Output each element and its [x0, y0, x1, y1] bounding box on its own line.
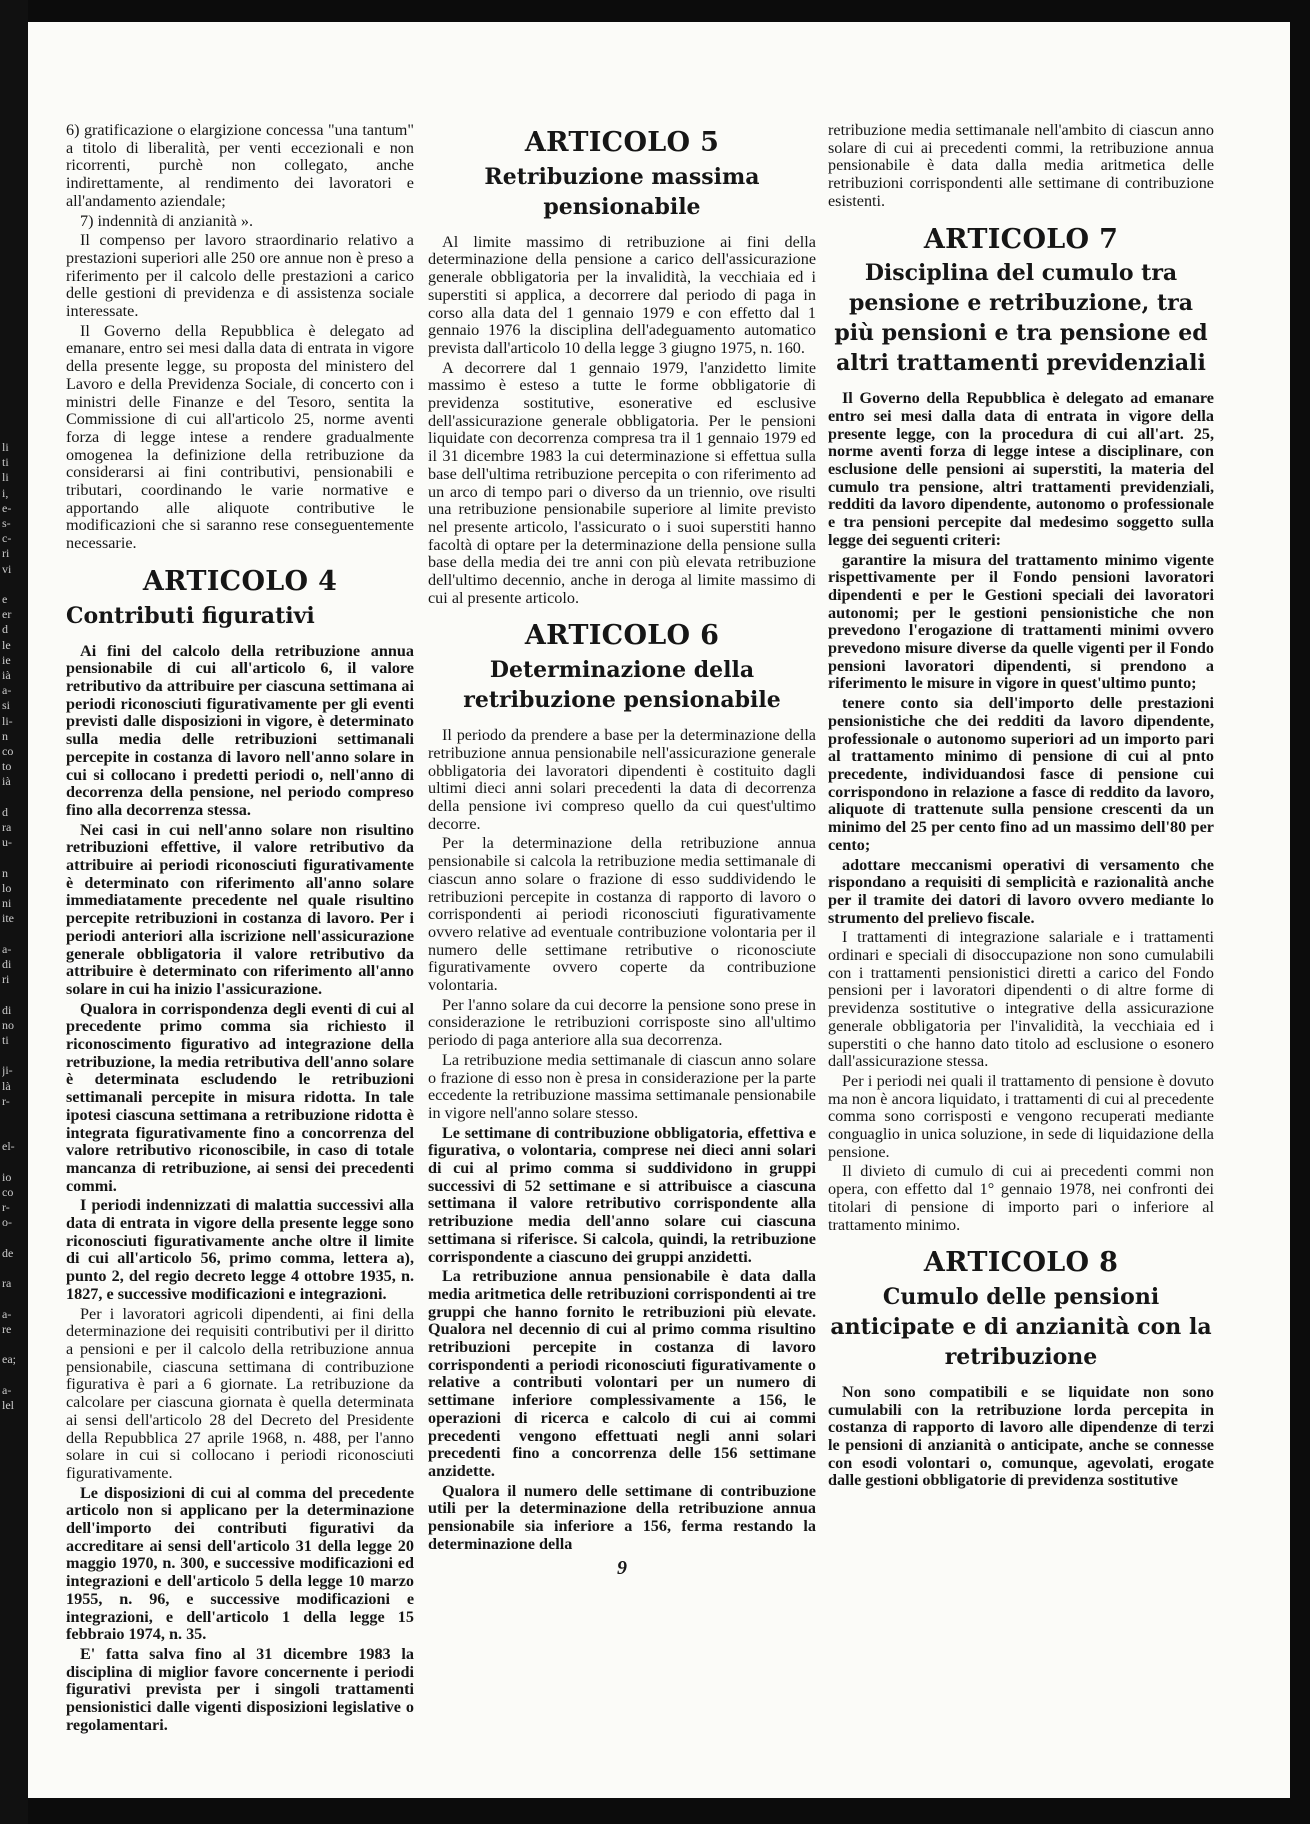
- page-number: 9: [617, 1556, 627, 1579]
- paragraph: Al limite massimo di retribuzione ai fini della determinazione della pensione a carico dell'assicurazione generale obbligatoria per la invalidità, la vecchiaia ed i superstiti si applica, a decorrere dal periodo di paga in corso alla data del 1 gennaio 1979 e con effetto dal 1 gennaio 1976 la disciplina dell'adeguamento automatico prevista dall'articolo 10 della legge 3 giugno 1975, n. 160.: [428, 232, 816, 357]
- paragraph: Il compenso per lavoro straordinario relativo a prestazioni superiori alle 250 ore annue non è preso a riferimento per il calcolo delle prestazioni a carico delle gestioni di previdenza e di assistenza sociale interessate.: [66, 231, 414, 321]
- paragraph: retribuzione media settimanale nell'ambito di ciascun anno solare di cui ai precedenti commi, la retribuzione annua pensionabile è data dalla media aritmetica delle retribuzioni corrispondenti alle settimane di contribuzione esistenti.: [828, 121, 1214, 210]
- article-8-heading: ARTICOLO 8: [923, 1247, 1119, 1279]
- paragraph: Il divieto di cumulo di cui ai precedenti commi non opera, con effetto dal 1° gennaio 1978, nei confronti dei titolari di pensione di importo pari o inferiore al trattamento minimo.: [828, 1162, 1214, 1234]
- column-right: [828, 122, 1214, 1492]
- paragraph: 7) indennità di anzianità ».: [80, 211, 254, 230]
- paragraph: Le settimane di contribuzione obbligatoria, effettiva e figurativa, o volontaria, comprese nei dieci anni solari di cui al primo comma si suddividono in gruppi successivi di 52 settimane e si attribuisce a ciascuna settimana il valore retributivo corrispondente alla retribuzione media dell'anno solare cui ciascuna settimana si riferisce. Si calcola, quindi, la retribuzione corrispondente a ciascuno dei gruppi anzidetti.: [428, 1123, 816, 1266]
- paragraph: La retribuzione annua pensionabile è data dalla media aritmetica delle retribuzioni corrispondenti ai tre gruppi che hanno fornito le retribuzioni più elevate. Qualora nel decennio di cui al primo comma risultino retribuzioni percepite in costanza di lavoro corrispondenti a periodi riconosciuti figurativamente o relative a contributi volontari per un numero di settimane inferiore complessivamente a 156, le operazioni di ricerca e calcolo di cui ai commi precedenti vengono effettuati negli anni solari precedenti fino a concorrenza delle 156 settimane anzidette.: [428, 1267, 816, 1480]
- article-4-subtitle: Contributi figurativi: [66, 602, 315, 629]
- paragraph: E' fatta salva fino al 31 dicembre 1983 la disciplina di miglior favore concernente i periodi figurativi prevista per i singoli trattamenti pensionistici dalle vigenti disposizioni legislative o regolamentari.: [66, 1644, 414, 1734]
- page-sheet: [28, 22, 1290, 1798]
- article-6-subtitle: Determinazione della retribuzione pensionabile: [463, 657, 781, 714]
- paragraph: La retribuzione media settimanale di ciascun anno solare o frazione di esso non è presa in considerazione per la parte eccedente la retribuzione massima settimanale pensionabile in vigore nell'anno solare stesso.: [428, 1050, 816, 1122]
- article-5-subtitle: Retribuzione massima pensionabile: [484, 163, 760, 220]
- article-7-subtitle: Disciplina del cumulo tra pensione e retribuzione, tra più pensioni e tra pensione ed altri trattamenti previdenziali: [834, 260, 1208, 377]
- facing-page-fragments: li ti li i, e- s- c- ri vi e er d le ie ià a- si li- n co to ià d ra u- n lo ni ite a- di ri di no ti ji- là r- el- io co r- o- de ra a- re ea; a- lel: [2, 440, 16, 1412]
- column-left: [66, 122, 414, 1736]
- paragraph: Il Governo della Repubblica è delegato ad emanare, entro sei mesi dalla data di entrata in vigore della presente legge, su proposta del ministero del Lavoro e della Previdenza Sociale, di concerto con i ministri delle Finanze e del Tesoro, sentita la Commissione di cui all'articolo 25, norme aventi forza di legge intese a rendere gradualmente omogenea la definizione della retribuzione da considerarsi ai fini contributivi, pensionabili e tributari, coordinando le varie normative e apportando alle aliquote contributive le modificazioni che si saranno rese conseguentemente necessarie.: [66, 321, 414, 553]
- article-5-heading: ARTICOLO 5: [524, 127, 720, 158]
- article-6-heading: ARTICOLO 6: [524, 620, 720, 652]
- paragraph: Il Governo della Repubblica è delegato ad emanare entro sei mesi dalla data di entrata in vigore della presente legge, con la procedura di cui all'art. 25, norme aventi forza di legge intese a disciplinare, con esclusione delle pensioni ai superstiti, la materia del cumulo tra pensione, altri trattamenti previdenziali, redditi da lavoro dipendente, autonomo o professionale e tra pensioni percepite dal medesimo soggetto sulla legge dei seguenti criteri:: [828, 389, 1214, 549]
- paragraph: Non sono compatibili e se liquidate non sono cumulabili con la retribuzione lorda percepita in costanza di rapporto di lavoro alle dipendenze di terzi le pensioni di anzianità o anticipate, anche se connesse con esodi volontari o, comunque, agevolati, erogate dalle gestioni obbligatorie di previdenza sostitutive: [828, 1382, 1214, 1490]
- paragraph: Qualora in corrispondenza degli eventi di cui al precedente primo comma sia richiesto il riconoscimento figurativo ad integrazione della retribuzione, la media retributiva dell'anno solare è determinata escludendo le retribuzioni settimanali percepite in misura ridotta. In tale ipotesi ciascuna settimana a retribuzione ridotta è integrata figurativamente fino a concorrenza del valore retributivo riconoscibile, in caso di totale mancanza di retribuzione, ai sensi dei precedenti commi.: [66, 999, 414, 1195]
- paragraph: garantire la misura del trattamento minimo vigente rispettivamente per il Fondo pensioni lavoratori dipendenti e per le Gestioni speciali dei lavoratori autonomi; per le gestioni pensionistiche che non prevedono l'erogazione di trattamenti minimi ovvero prevedono misure diverse da quelle vigenti per il Fondo pensioni lavoratori dipendenti, si prendono a riferimento le misure in vigore in quest'ultimo punto;: [828, 550, 1214, 693]
- paragraph: Per l'anno solare da cui decorre la pensione sono prese in considerazione le retribuzioni corrisposte sino all'ultimo periodo di paga anteriore alla sua decorrenza.: [428, 995, 816, 1050]
- paragraph: I trattamenti di integrazione salariale e i trattamenti ordinari e speciali di disoccupazione non sono cumulabili con i trattamenti pensionistici diretti a carico del Fondo pensioni per i lavoratori dipendenti o di altre forme di previdenza sostitutive o integrative della assicurazione generale obbligatoria per l'invalidità, la vecchiaia ed i superstiti o che hanno dato titolo ad esclusione o esonero dall'assicurazione stessa.: [828, 928, 1214, 1071]
- paragraph: Nei casi in cui nell'anno solare non risultino retribuzioni effettive, il valore retributivo da attribuire ai periodi riconosciuti figurativamente è determinato con riferimento all'anno solare immediatamente precedente nel quale risultino percepite retribuzioni in costanza di lavoro. Per i periodi anteriori alla iscrizione nell'assicurazione generale obbligatoria il valore retributivo da attribuire è determinato con riferimento all'anno solare in cui ha inizio l'assicurazione.: [66, 820, 414, 998]
- paragraph: Ai fini del calcolo della retribuzione annua pensionabile di cui all'articolo 6, il valore retributivo da attribuire per ciascuna settimana ai periodi riconosciuti figurativamente per gli eventi previsti dalle disposizioni in vigore, è determinato sulla media delle retribuzioni settimanali percepite in costanza di lavoro nell'anno solare in cui si collocano i predetti periodi o, nell'anno di decorrenza della pensione, nel periodo compreso fino alla decorrenza stessa.: [66, 641, 414, 819]
- paragraph: 6) gratificazione o elargizione concessa "una tantum" a titolo di liberalità, per venti eccezionali e non ricorrenti, purchè non collegato, anche indirettamente, al rendimento dei lavoratori e all'andamento aziendale;: [66, 121, 414, 210]
- paragraph: Il periodo da prendere a base per la determinazione della retribuzione annua pensionabile nell'assicurazione generale obbligatoria dei lavoratori dipendenti è costituito dagli ultimi dieci anni solari precedenti la data di decorrenza della pensione ivi compreso quello da cui quest'ultimo decorre.: [428, 726, 816, 833]
- paragraph: tenere conto sia dell'importo delle prestazioni pensionistiche che dei redditi da lavoro dipendente, professionale o autonomo superiori ad un importo pari al trattamento minimo di pensione di cui al pnto precedente, individuandosi fasce di pensione cui corrispondono in relazione a fasce di reddito da lavoro, aliquote di trattenute sulla pensione crescenti da un minimo del 25 per cento fino ad un massimo dell'80 per cento;: [828, 694, 1214, 854]
- column-center: [428, 127, 816, 1579]
- article-7-heading: ARTICOLO 7: [923, 223, 1119, 255]
- paragraph: adottare meccanismi operativi di versamento che rispondano a requisiti di semplicità e razionalità anche per il tramite dei datori di lavoro ovvero mediante lo strumento del prelievo fiscale.: [828, 855, 1214, 927]
- paragraph: Per la determinazione della retribuzione annua pensionabile si calcola la retribuzione media settimanale di ciascun anno solare o frazione di esso suddividendo le retribuzioni percepite in costanza di rapporto di lavoro o corrispondenti ai periodi riconosciuti figurativamente ovvero relative ad eventuale contribuzione volontaria per il numero delle settimane retributive o riconosciute figurativamente ovvero coperte da contribuzione volontaria.: [428, 834, 816, 995]
- paragraph: Per i periodi nei quali il trattamento di pensione è dovuto ma non è ancora liquidato, i trattamenti di cui al precedente comma sono corrisposti e vengono recuperati mediante conguaglio in unica soluzione, in sede di liquidazione della pensione.: [828, 1071, 1214, 1161]
- paragraph: I periodi indennizzati di malattia successivi alla data di entrata in vigore della presente legge sono riconosciuti figurativamente anche oltre il limite di cui all'articolo 56, primo comma, lettera a), punto 2, del regio decreto legge 4 ottobre 1935, n. 1827, e successive modificazioni e integrazioni.: [66, 1196, 414, 1303]
- article-4-heading: ARTICOLO 4: [142, 565, 338, 597]
- paragraph: A decorrere dal 1 gennaio 1979, l'anzidetto limite massimo è esteso a tutte le forme obbligatorie di previdenza sostitutive, esonerative ed esclusive dell'assicurazione generale obbligatoria. Per le pensioni liquidate con decorrenza compresa tra il 1 gennaio 1979 ed il 31 dicembre 1983 la cui determinazione si effettua sulla base dell'ultima retribuzione percepita o con riferimento ad un arco di tempo pari o diverso da un triennio, ove risulti una retribuzione pensionabile superiore al limite previsto nel presente articolo, l'assicurato o i suoi superstiti hanno facoltà di optare per la determinazione della pensione sulla base della media dei tre anni con più elevata retribuzione dell'ultimo decennio, anche in deroga al limite massimo di cui al presente articolo.: [428, 358, 816, 607]
- facing-page-edge: [0, 0, 28, 1824]
- article-8-subtitle: Cumulo delle pensioni anticipate e di anzianità con la retribuzione: [830, 1283, 1212, 1370]
- paragraph: Qualora il numero delle settimane di contribuzione utili per la determinazione della retribuzione annua pensionabile sia inferiore a 156, ferma restando la determinazione della: [428, 1481, 816, 1553]
- paragraph: Per i lavoratori agricoli dipendenti, ai fini della determinazione dei requisiti contributivi per il diritto a pensioni e per il calcolo della retribuzione annua pensionabile, ciascuna settimana di contribuzione figurativa è pari a 6 giornate. La retribuzione da calcolare per ciascuna giornata è quella determinata ai sensi dell'articolo 28 del Decreto del Presidente della Repubblica 27 aprile 1968, n. 488, per l'anno solare in cui si collocano i periodi riconosciuti figurativamente.: [66, 1304, 414, 1482]
- paragraph: Le disposizioni di cui al comma del precedente articolo non si applicano per la determinazione dell'importo dei contributi figurativi da accreditare ai sensi dell'articolo 31 della legge 20 maggio 1970, n. 300, e successive modificazioni ed integrazioni e dell'articolo 5 della legge 10 marzo 1955, n. 96, e successive modificazioni e integrazioni, e dell'articolo 1 della legge 15 febbraio 1974, n. 35.: [66, 1483, 414, 1644]
